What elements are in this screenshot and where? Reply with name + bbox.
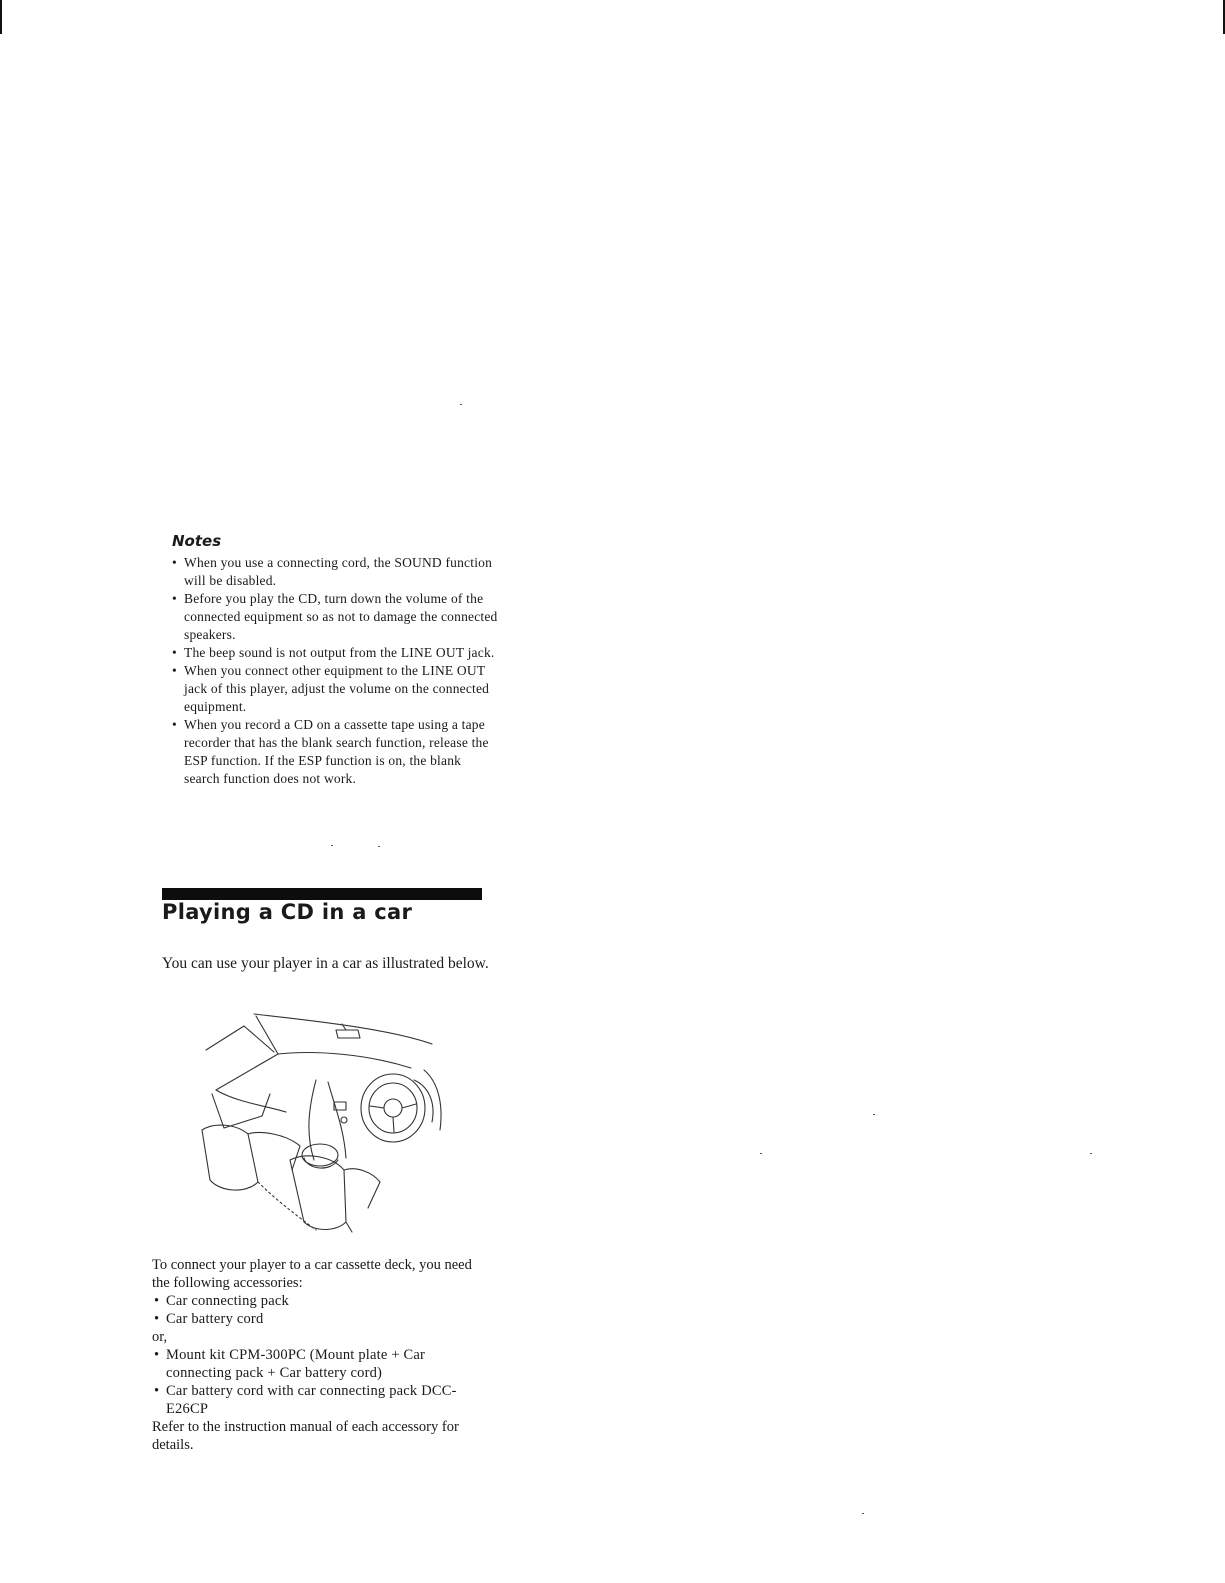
section-rule (162, 888, 482, 900)
connection-closing: Refer to the instruction manual of each accessory for details. (152, 1419, 459, 1453)
accessory-item: • Car battery cord with car connecting pack DCC-E26CP (152, 1382, 492, 1418)
note-item: • The beep sound is not output from the LINE OUT jack. (170, 644, 500, 662)
scan-speck (862, 1513, 864, 1514)
note-item: • When you connect other equipment to the LINE OUT jack of this player, adjust the volume on the connected equipment. (170, 662, 500, 716)
notes-list (170, 554, 500, 788)
accessory-list-b (152, 1346, 492, 1418)
scan-speck (378, 846, 380, 847)
note-item: • Before you play the CD, turn down the volume of the connected equipment so as not to damage the connected speakers. (170, 590, 500, 644)
connection-lead: To connect your player to a car cassette deck, you need the following accessories: (152, 1257, 472, 1291)
page-edge-mark-left (0, 0, 2, 34)
note-item: • When you record a CD on a cassette tape using a tape recorder that has the blank search function, release the ESP function. If the ESP function is on, the blank search function does not work. (170, 716, 500, 788)
scan-speck (760, 1153, 762, 1154)
accessory-item: • Car connecting pack (152, 1292, 492, 1310)
or-label: or, (152, 1329, 168, 1345)
scan-speck (331, 845, 333, 846)
car-interior-illustration (196, 1010, 446, 1235)
scan-speck (1090, 1153, 1092, 1154)
notes-heading: Notes (172, 532, 222, 550)
notes-section (170, 532, 500, 788)
accessory-item: • Car battery cord (152, 1310, 492, 1328)
section-intro: You can use your player in a car as illustrated below. (162, 955, 489, 972)
accessory-list-a (152, 1292, 492, 1328)
connection-section (152, 1256, 492, 1454)
note-item: • When you use a connecting cord, the SOUND function will be disabled. (170, 554, 500, 590)
scan-speck (873, 1114, 875, 1115)
scan-speck (460, 404, 462, 405)
accessory-item: • Mount kit CPM-300PC (Mount plate + Car connecting pack + Car battery cord) (152, 1346, 492, 1382)
section-title: Playing a CD in a car (162, 900, 413, 924)
